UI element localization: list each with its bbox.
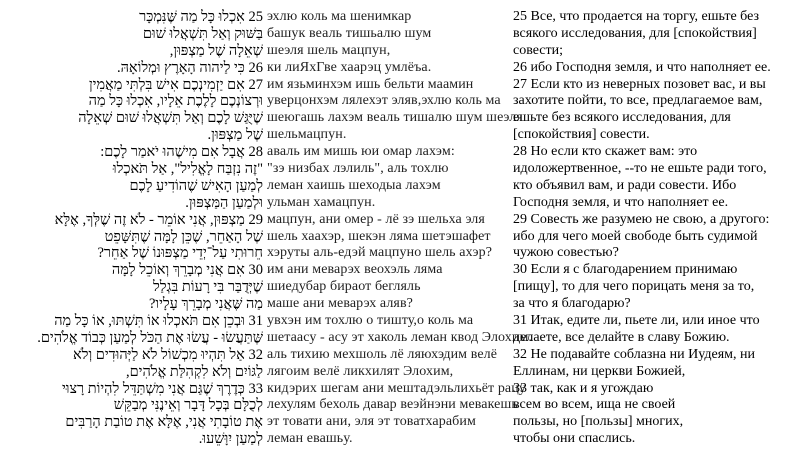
transliteration-line: эт товати ани, эля эт товатхарабим — [267, 414, 476, 430]
russian-line: 26 ибо Господня земля, и что наполняет ее. — [513, 59, 771, 75]
transliteration-line: аваль им мишь юи омар лахэм: — [267, 144, 455, 160]
russian-translation-column — [513, 9, 800, 448]
transliteration-line: лягоим велё ликхилят Элохим, — [267, 363, 454, 379]
transliteration-line: леман евашьу. — [267, 431, 353, 447]
hebrew-line: 31 וּבְכֵן אִם תֹּאכְלוּ אוֹ תִּשְׁתּוּ, אוֹ כָּל מַה — [54, 313, 263, 330]
russian-line: ешьте без всякого исследования, для — [513, 110, 731, 126]
transliteration-line: увхэн им тохлю о тишту,о коль ма — [267, 313, 474, 329]
hebrew-line: חֵרוּתִי עַל־יְדֵי מַצְפּוּנוֹ שֶׁל אַחֵר? — [97, 245, 263, 262]
transliteration-line: "зэ низбах лэлиль", аль тохлю — [267, 161, 449, 177]
transliteration-line: шель хаахэр, шекэн ляма шетэшафет — [267, 228, 491, 244]
hebrew-line: 29 מַצְפּוּן, אֲנִי אוֹמֵר - לֹא זֶה שֶׁלְּךָ, אֶלָּא — [54, 211, 263, 228]
russian-line: 28 Но если кто скажет вам: это — [513, 144, 698, 160]
hebrew-line: לְמַעַן הָאִישׁ שֶׁהוֹדִיעַ לָכֶם — [129, 177, 263, 194]
hebrew-line: לַגּוֹיִם וְלֹא לִקְהִלַּת אֱלֹהִים, — [125, 363, 263, 380]
hebrew-line: שֶׁיְּדֻבַּר בִּי רָעוֹת בִּגְלַל — [152, 279, 263, 296]
hebrew-line: אֶת טוֹבָתִי אֲנִי, אֶלָּא אֶת טוֹבַת הָרַבִּים — [65, 414, 263, 431]
transliteration-line: уверцонхэм лялехэт эляв,эхлю коль ма — [267, 93, 501, 109]
hebrew-line: "זֶה נִזְבַּח לָאֱלִיל", אַל תֹּאכְלוּ — [112, 161, 263, 178]
transliteration-line: шетаасу - асу эт хаколь леман квод Элохим. — [267, 329, 533, 345]
transliteration-column — [267, 9, 533, 448]
russian-line: 27 Если кто из неверных позовет вас, и вы — [513, 76, 766, 92]
transliteration-line: ульман хамацпун. — [267, 194, 376, 210]
russian-line: [спокойствия] совести. — [513, 127, 650, 143]
transliteration-line: шельмацпун. — [267, 127, 347, 143]
russian-line: идоложертвенное, --то не ешьте ради того, — [513, 161, 767, 177]
hebrew-line: לְכֻלָּם בְּכָל דָּבָר וְאֵינֶנִּי מְבַקֵּשׁ — [113, 397, 263, 414]
russian-line: кто объявил вам, и ради совести. Ибо — [513, 177, 737, 193]
transliteration-line: леман хаишь шеходыа лахэм — [267, 177, 441, 193]
transliteration-line: шеэля шель мацпун, — [267, 42, 391, 58]
russian-line: за что я благодарю? — [513, 296, 631, 312]
hebrew-line: 32 אַל תִּהְיוּ מִכְשׁוֹל לֹא לַיְּהוּדִים וְלֹא — [72, 346, 263, 363]
russian-line: 30 Если я с благодарением принимаю — [513, 262, 738, 278]
hebrew-line: בַּשּׁוּק וְאַל תִּשְׁאֲלוּ שׁוּם — [142, 25, 263, 42]
russian-line: чужою совестью? — [513, 245, 619, 261]
russian-line: чтобы они спаслись. — [513, 431, 636, 447]
hebrew-line: 27 אִם יַזְמִינְכֶם אִישׁ בִּלְתִּי מַאֲמִין — [88, 76, 263, 93]
transliteration-line: аль тихию мехшоль лё ляюхэдим велё — [267, 346, 498, 362]
russian-line: ибо для чего моей свободе быть судимой — [513, 228, 758, 244]
hebrew-line: וּלְמַעַן הַמַּצְפּוּן. — [185, 194, 263, 211]
russian-line: 25 Все, что продается на торгу, ешьте без — [513, 9, 760, 24]
transliteration-line: шеюгашь лахэм веаль тишалю шум шеэля — [267, 110, 523, 126]
hebrew-line: שֶׁל הָאַחֵר, שֶׁכֵּן לָמָּה שֶׁתִּשָּׁפֵט — [104, 228, 263, 245]
transliteration-line: мацпун, ани омер - лё зэ шельха эля — [267, 211, 485, 227]
hebrew-line: שֶּׁתַּעֲשׂוּ - עֲשׂוּ אֶת הַכֹּל לְמַעַן כְּבוֹד אֱלֹהִים. — [37, 329, 263, 346]
russian-line: Еллинам, ни церкви Божией, — [513, 363, 686, 379]
hebrew-line: 26 כִּי לַיהוה הָאָרֶץ וּמְלוֹאָהּ. — [116, 59, 263, 76]
russian-line: совести; — [513, 42, 564, 58]
transliteration-line: ки лиЯхГве хаарэц умлёъа. — [267, 59, 432, 75]
hebrew-line: שֶׁיֻּגַּשׁ לָכֶם וְאַל תִּשְׁאֲלוּ שׁוּם שְׁאֵלָה — [78, 110, 263, 127]
transliteration-line: эхлю коль ма шенимкар — [267, 9, 412, 24]
transliteration-line: маше ани меварэх аляв? — [267, 296, 413, 312]
transliteration-line: им ани меварэх веохэль ляма — [267, 262, 443, 278]
hebrew-line: 25 אִכְלוּ כָּל מַה שֶּׁנִּמְכָּר — [139, 9, 263, 25]
russian-line: всем во всем, ища не своей — [513, 397, 676, 413]
russian-line: [пищу], то для чего порицать меня за то, — [513, 279, 755, 295]
transliteration-line: шиедубар бираот бегляль — [267, 279, 421, 295]
russian-line: захотите пойти, то все, предлагаемое вам, — [513, 93, 763, 109]
hebrew-column — [0, 9, 263, 448]
hebrew-line: 33 כְּדֶרֶךְ שֶׁגַּם אֲנִי מִשְׁתַּדֵּל לִהְיוֹת רָצוּי — [61, 380, 263, 397]
transliteration-line: башук веаль тишьалю шум — [267, 25, 432, 41]
hebrew-line: וּרְצוֹנְכֶם לָלֶכֶת אֵלָיו, אִכְלוּ כָּל מַה — [88, 93, 263, 110]
transliteration-line: им язьминхэм ишь бельти маамин — [267, 76, 474, 92]
hebrew-line: 30 אִם אֲנִי מְבָרֵךְ וְאוֹכֵל לָמָּה — [111, 262, 263, 279]
russian-line: 29 Совесть же разумею не свою, а другого: — [513, 211, 770, 227]
russian-line: Господня земля, и что наполняет ее. — [513, 194, 729, 210]
hebrew-line: שֶׁל מַצְפּוּן. — [207, 127, 263, 144]
russian-line: всякого исследования, для [спокойствия] — [513, 25, 757, 41]
hebrew-line: 28 אֲבָל אִם מִישֶׁהוּ יֹאמַר לָכֶם: — [100, 144, 263, 161]
russian-line: 31 Итак, едите ли, пьете ли, или иное что — [513, 313, 760, 329]
russian-line: делаете, все делайте в славу Божию. — [513, 329, 730, 345]
russian-line: 33 так, как и я угождаю — [513, 380, 654, 396]
transliteration-line: кидэрих шегам ани мештадэльлихьёт рацу — [267, 380, 526, 396]
transliteration-line: хэруты аль-едэй мацпуно шель ахэр? — [267, 245, 493, 261]
transliteration-line: лехулям бехоль давар веэйнэни мевакешь — [267, 397, 518, 413]
hebrew-line: לְמַעַן יִוָּשֵׁעוּ. — [198, 431, 263, 448]
russian-line: 32 Не подавайте соблазна ни Иудеям, ни — [513, 346, 755, 362]
hebrew-line: מַה שֶּׁאֲנִי מְבָרֵךְ עָלָיו? — [148, 296, 263, 313]
hebrew-line: שְׁאֵלָה שֶׁל מַצְפּוּן, — [169, 42, 263, 59]
russian-line: пользы, но [пользы] многих, — [513, 414, 684, 430]
